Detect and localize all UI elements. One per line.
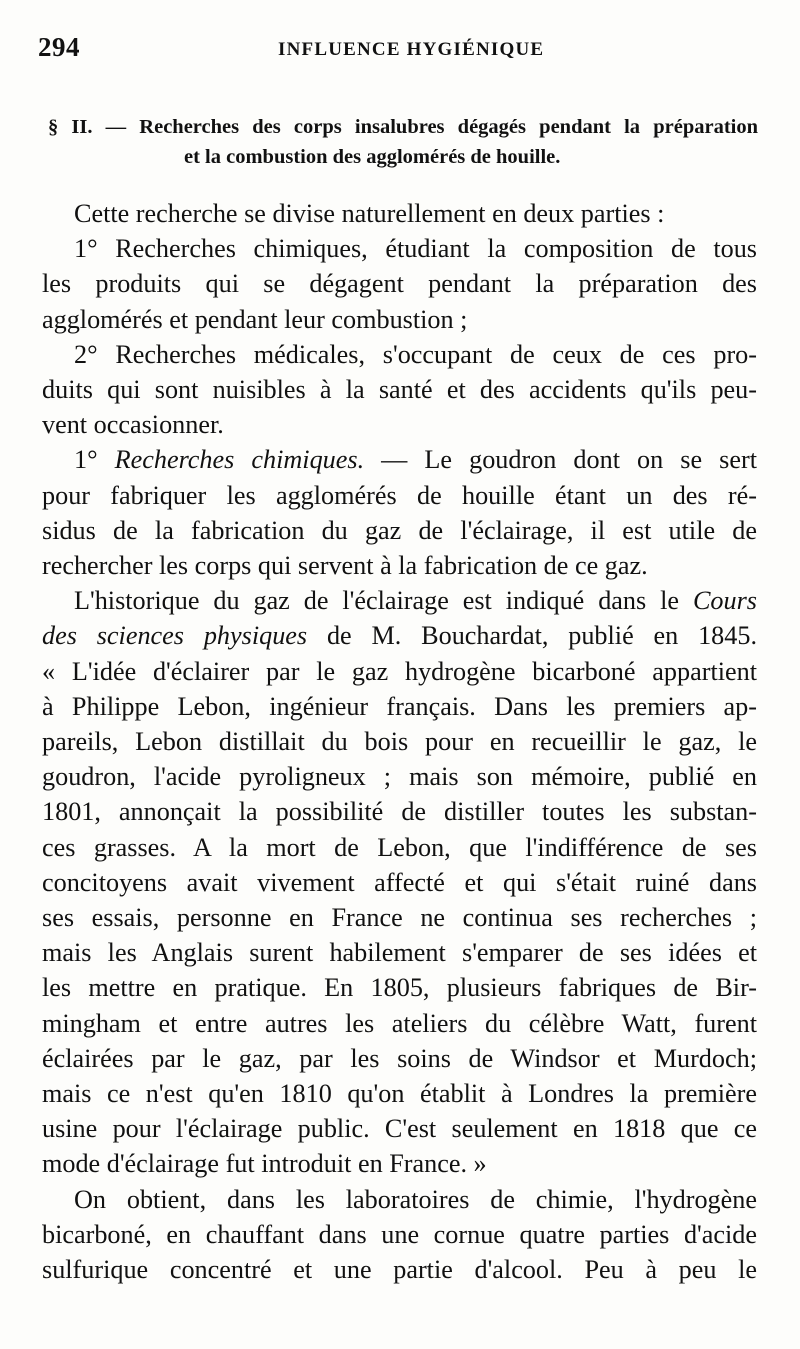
text-line: [42, 618, 757, 653]
text-line: vent occasionner.: [42, 410, 224, 440]
text-line: éclairées par le gaz, par les soins de Windsor et Murdoch;: [42, 1043, 757, 1073]
text-line: Cette recherche se divise naturellement en deux parties :: [74, 199, 665, 228]
text-line: 2° Recherches médicales, s'occupant de ceux de ces pro-: [74, 339, 757, 369]
text-line: mingham et entre autres les ateliers du célèbre Watt, furent: [42, 1008, 757, 1038]
text-line: ses essais, personne en France ne continua ses recherches ;: [42, 903, 757, 933]
text-line: On obtient, dans les laboratoires de chimie, l'hydrogène: [74, 1184, 757, 1214]
text-line: à Philippe Lebon, ingénieur français. Dans les premiers ap-: [42, 691, 757, 721]
text-line: [42, 442, 757, 477]
section-heading-line: § II. — Recherches des corps insalubres dégagés pendant la préparation: [48, 116, 758, 138]
text-line: mode d'éclairage fut introduit en France. »: [42, 1149, 487, 1179]
running-head: INFLUENCE HYGIÉNIQUE: [278, 39, 545, 60]
text-fragment: L'historique du gaz de l'éclairage est indiqué dans le: [74, 586, 693, 616]
section-heading-line: et la combustion des agglomérés de houille.: [184, 146, 561, 168]
text-line: goudron, l'acide pyroligneux ; mais son mémoire, publié en: [42, 762, 757, 792]
text-line: « L'idée d'éclairer par le gaz hydrogène bicarboné appartient: [42, 656, 757, 686]
text-line: sidus de la fabrication du gaz de l'éclairage, il est utile de: [42, 515, 757, 545]
page-header: [38, 30, 768, 66]
italic-text: des sciences physiques: [42, 621, 308, 651]
text-line: sulfurique concentré et une partie d'alcool. Peu à peu le: [42, 1255, 757, 1285]
italic-text: Cours: [692, 586, 757, 616]
text-line: pour fabriquer les agglomérés de houille étant un des ré-: [42, 480, 757, 510]
text-fragment: — Le goudron dont on se sert: [364, 445, 757, 475]
text-line: les mettre en pratique. En 1805, plusieurs fabriques de Bir-: [42, 973, 757, 1003]
text-fragment: 1°: [74, 445, 115, 475]
text-line: ces grasses. A la mort de Lebon, que l'indifférence de ses: [42, 832, 757, 862]
text-line: les produits qui se dégagent pendant la préparation des: [42, 269, 757, 299]
text-line: rechercher les corps qui servent à la fabrication de ce gaz.: [42, 551, 648, 581]
text-line: agglomérés et pendant leur combustion ;: [42, 304, 468, 334]
text-line: 1° Recherches chimiques, étudiant la composition de tous: [74, 234, 757, 264]
text-fragment: de M. Bouchardat, publié en 1845.: [307, 621, 758, 651]
page-number: 294: [38, 32, 80, 62]
body-text: [42, 196, 757, 1287]
text-line: pareils, Lebon distillait du bois pour en recueillir le gaz, le: [42, 727, 757, 757]
text-line: duits qui sont nuisibles à la santé et des accidents qu'ils peu-: [42, 375, 757, 405]
section-heading: [48, 112, 758, 172]
italic-text: Recherches chimiques.: [114, 445, 365, 475]
text-line: [42, 583, 757, 618]
text-line: concitoyens avait vivement affecté et qui s'était ruiné dans: [42, 867, 757, 897]
text-line: mais les Anglais surent habilement s'emparer de ses idées et: [42, 938, 757, 968]
text-line: bicarboné, en chauffant dans une cornue quatre parties d'acide: [42, 1219, 757, 1249]
text-line: mais ce n'est qu'en 1810 qu'on établit à Londres la première: [42, 1079, 757, 1109]
text-line: 1801, annonçait la possibilité de distiller toutes les substan-: [42, 797, 757, 827]
text-line: usine pour l'éclairage public. C'est seulement en 1818 que ce: [42, 1114, 757, 1144]
